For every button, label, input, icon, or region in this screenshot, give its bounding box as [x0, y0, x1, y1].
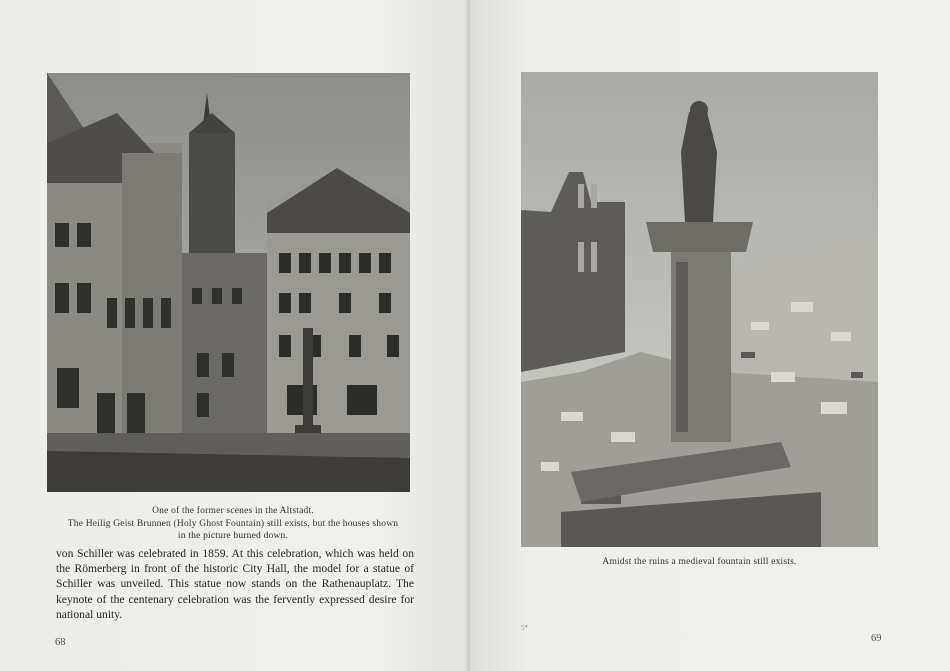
ruins-photo	[521, 72, 878, 547]
caption-line-1: One of the former scenes in the Altstadt.	[152, 506, 314, 516]
page-number-right: 69	[871, 633, 882, 644]
right-photo-caption: Amidst the ruins a medieval fountain still exists.	[602, 557, 797, 567]
signature-mark: 5*	[521, 624, 528, 632]
left-photo-caption	[47, 505, 419, 543]
left-page	[0, 0, 470, 671]
body-paragraph: von Schiller was celebrated in 1859. At this celebration, which was held on the Römerberg in front of the historic City Hall, the model for a statue of Schiller was unveiled. This statue now stands on the Rathenauplatz. The keynote of the centenary celebration was the fervently expressed desire for national unity.	[56, 547, 414, 621]
page-number-left: 68	[55, 637, 66, 648]
caption-line-3: in the picture burned down.	[177, 531, 289, 541]
caption-line-2: The Heilig Geist Brunnen (Holy Ghost Fountain) still exists, but the houses shown	[67, 518, 399, 529]
altstadt-photo	[47, 73, 410, 492]
